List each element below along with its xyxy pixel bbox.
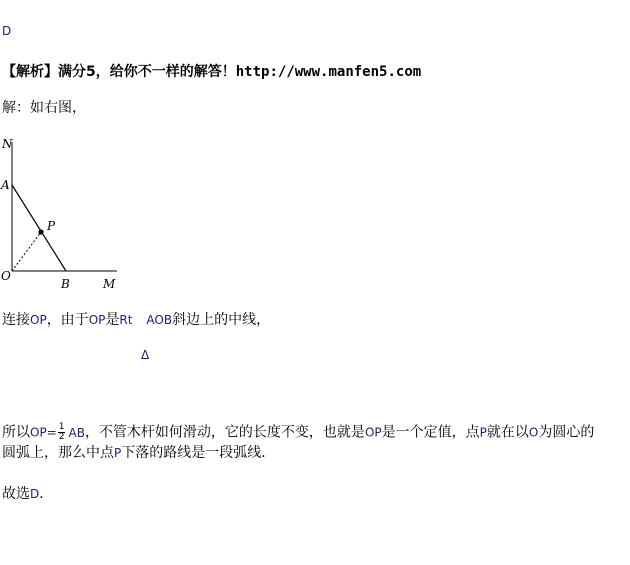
text-fragment: 圆弧上，那么中点 bbox=[2, 445, 114, 461]
source-url: http://www.manfen5.com bbox=[235, 64, 422, 80]
conclusion-line bbox=[2, 485, 53, 503]
label-p: P bbox=[47, 219, 56, 233]
text-fragment: 下落的路线是一段弧线． bbox=[121, 445, 276, 461]
segment-ab bbox=[12, 185, 66, 271]
label-m: M bbox=[103, 277, 116, 291]
right-label: Rt bbox=[119, 313, 133, 327]
fraction-one-half bbox=[58, 423, 66, 442]
geometry-figure bbox=[0, 132, 130, 294]
point-name: P bbox=[479, 425, 487, 440]
text-fragment: ，由于 bbox=[46, 312, 89, 328]
text-fragment: 斜边上的中线， bbox=[172, 312, 271, 328]
analysis-tag: 【解析】 bbox=[2, 64, 58, 80]
solution-line-2 bbox=[2, 423, 594, 442]
segment-op bbox=[12, 232, 41, 271]
answer-letter: D bbox=[2, 24, 12, 38]
solution-intro: 解：如右图， bbox=[2, 100, 86, 116]
solution-line-1 bbox=[2, 311, 270, 329]
text-fragment: 是一个定值，点 bbox=[381, 424, 480, 441]
segment-ab-name: AB bbox=[68, 425, 85, 440]
segment-op-name: OP bbox=[364, 425, 382, 440]
segment-op-name: OP bbox=[30, 425, 47, 440]
answer-choice: D bbox=[30, 487, 40, 501]
label-b: B bbox=[61, 277, 70, 291]
point-name: P bbox=[114, 446, 122, 460]
triangle-name: AOB bbox=[146, 313, 173, 327]
text-fragment: 为圆心的 bbox=[538, 424, 595, 441]
label-o: O bbox=[1, 269, 11, 283]
solution-line-3 bbox=[2, 444, 275, 462]
segment-op-name: OP bbox=[30, 313, 47, 327]
text-fragment: ，不管木杆如何滑动，它的长度不变，也就是 bbox=[84, 424, 365, 441]
point-name: O bbox=[528, 425, 539, 440]
equals-sign: = bbox=[46, 425, 57, 440]
fraction-denominator: 2 bbox=[58, 432, 65, 442]
analysis-title: 满分5，给你不一样的解答！ bbox=[58, 64, 236, 80]
text-fragment: 就在以 bbox=[486, 424, 529, 441]
triangle-symbol: Δ bbox=[141, 348, 150, 362]
analysis-header bbox=[2, 63, 421, 81]
point-p bbox=[38, 229, 43, 234]
text-fragment: ． bbox=[39, 486, 54, 502]
text-fragment: 所以 bbox=[2, 424, 30, 441]
text-fragment: 连接 bbox=[2, 312, 30, 328]
label-a: A bbox=[1, 178, 10, 192]
fraction-numerator: 1 bbox=[58, 422, 65, 432]
text-fragment: 是 bbox=[105, 312, 120, 328]
segment-op-name: OP bbox=[88, 313, 106, 327]
label-n: N bbox=[2, 137, 13, 151]
text-fragment: 故选 bbox=[2, 486, 30, 502]
